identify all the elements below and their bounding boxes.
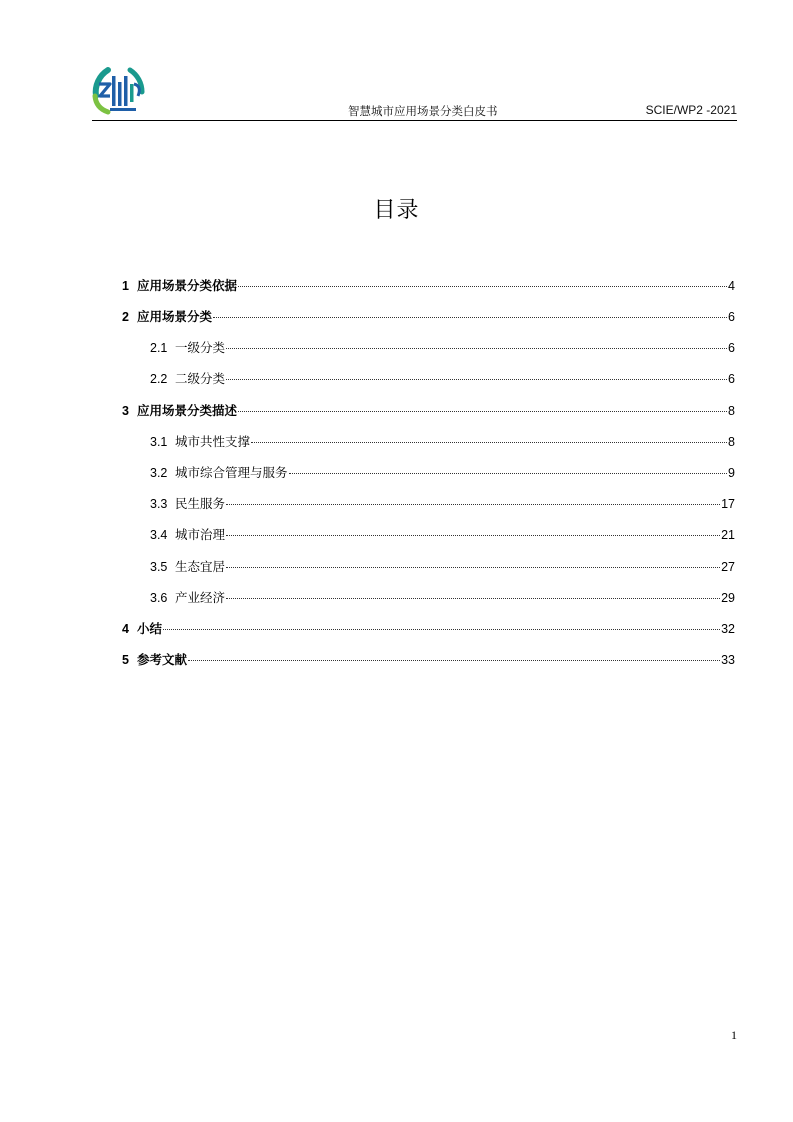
toc-subentry[interactable] (122, 588, 735, 608)
toc-dot-leader (226, 598, 720, 599)
toc-entry-label: 生态宜居 (175, 559, 226, 574)
toc-entry-label: 城市治理 (175, 527, 226, 542)
toc-entry-number: 3.1 (150, 435, 168, 449)
toc-entry[interactable] (122, 276, 735, 296)
toc-entry-page: 27 (721, 560, 735, 574)
toc-dot-leader (226, 379, 727, 380)
organization-logo (90, 62, 148, 118)
toc-subentry[interactable] (122, 463, 735, 483)
toc-entry[interactable] (122, 307, 735, 327)
toc-dot-leader (251, 442, 727, 443)
toc-entry-number: 5 (122, 653, 129, 667)
toc-dot-leader (238, 411, 727, 412)
toc-dot-leader (289, 473, 728, 474)
toc-dot-leader (163, 629, 720, 630)
toc-entry-label: 应用场景分类 (137, 309, 213, 324)
toc-entry-number: 3.6 (150, 591, 168, 605)
toc-subentry[interactable] (122, 525, 735, 545)
toc-entry-number: 3 (122, 404, 129, 418)
toc-entry-label: 城市共性支撑 (175, 434, 251, 449)
toc-entry-label: 一级分类 (175, 340, 226, 355)
toc-entry-label: 城市综合管理与服务 (175, 465, 288, 480)
toc-heading: 目录 (373, 198, 420, 223)
toc-entry-number: 2 (122, 310, 129, 324)
toc-entry-page: 8 (728, 404, 735, 418)
toc-subentry[interactable] (122, 338, 735, 358)
toc-entry-number: 4 (122, 622, 129, 636)
toc-entry-label: 应用场景分类依据 (137, 278, 238, 293)
toc-dot-leader (213, 317, 727, 318)
toc-entry-page: 17 (721, 497, 735, 511)
toc-entry[interactable] (122, 650, 735, 670)
toc-entry-page: 21 (721, 528, 735, 542)
toc-entry-number: 1 (122, 279, 129, 293)
toc-entry-page: 33 (721, 653, 735, 667)
toc-entry-page: 29 (721, 591, 735, 605)
toc-entry-page: 8 (728, 435, 735, 449)
toc-entry-page: 32 (721, 622, 735, 636)
toc-subentry[interactable] (122, 557, 735, 577)
toc-entry-number: 3.2 (150, 466, 168, 480)
header-divider (92, 120, 737, 121)
toc-entry-number: 3.5 (150, 560, 168, 574)
header-document-code: SCIE/WP2 -2021 (645, 103, 737, 117)
logo-graphic (90, 62, 148, 118)
toc-entry[interactable] (122, 619, 735, 639)
toc-entry-number: 3.3 (150, 497, 168, 511)
toc-dot-leader (226, 535, 720, 536)
toc-entry-label: 二级分类 (175, 371, 226, 386)
toc-entry-page: 4 (728, 279, 735, 293)
toc-entry-page: 6 (728, 372, 735, 386)
header-document-title: 智慧城市应用场景分类白皮书 (348, 104, 498, 118)
toc-entry-number: 2.1 (150, 341, 168, 355)
toc-entry-label: 小结 (137, 621, 163, 636)
toc-dot-leader (238, 286, 727, 287)
toc-subentry[interactable] (122, 432, 735, 452)
toc-dot-leader (226, 504, 720, 505)
toc-entry-number: 2.2 (150, 372, 168, 386)
toc-subentry[interactable] (122, 369, 735, 389)
toc-entry-label: 产业经济 (175, 590, 226, 605)
toc-entry-label: 参考文献 (137, 652, 188, 667)
toc-entry-label: 应用场景分类描述 (137, 403, 238, 418)
toc-dot-leader (226, 567, 720, 568)
toc-entry[interactable] (122, 401, 735, 421)
toc-dot-leader (188, 660, 720, 661)
page-number: 1 (731, 1028, 737, 1042)
toc-entry-label: 民生服务 (175, 496, 226, 511)
toc-subentry[interactable] (122, 494, 735, 514)
toc-entry-page: 6 (728, 341, 735, 355)
toc-entry-page: 9 (728, 466, 735, 480)
toc-entry-page: 6 (728, 310, 735, 324)
toc-dot-leader (226, 348, 727, 349)
toc-entry-number: 3.4 (150, 528, 168, 542)
